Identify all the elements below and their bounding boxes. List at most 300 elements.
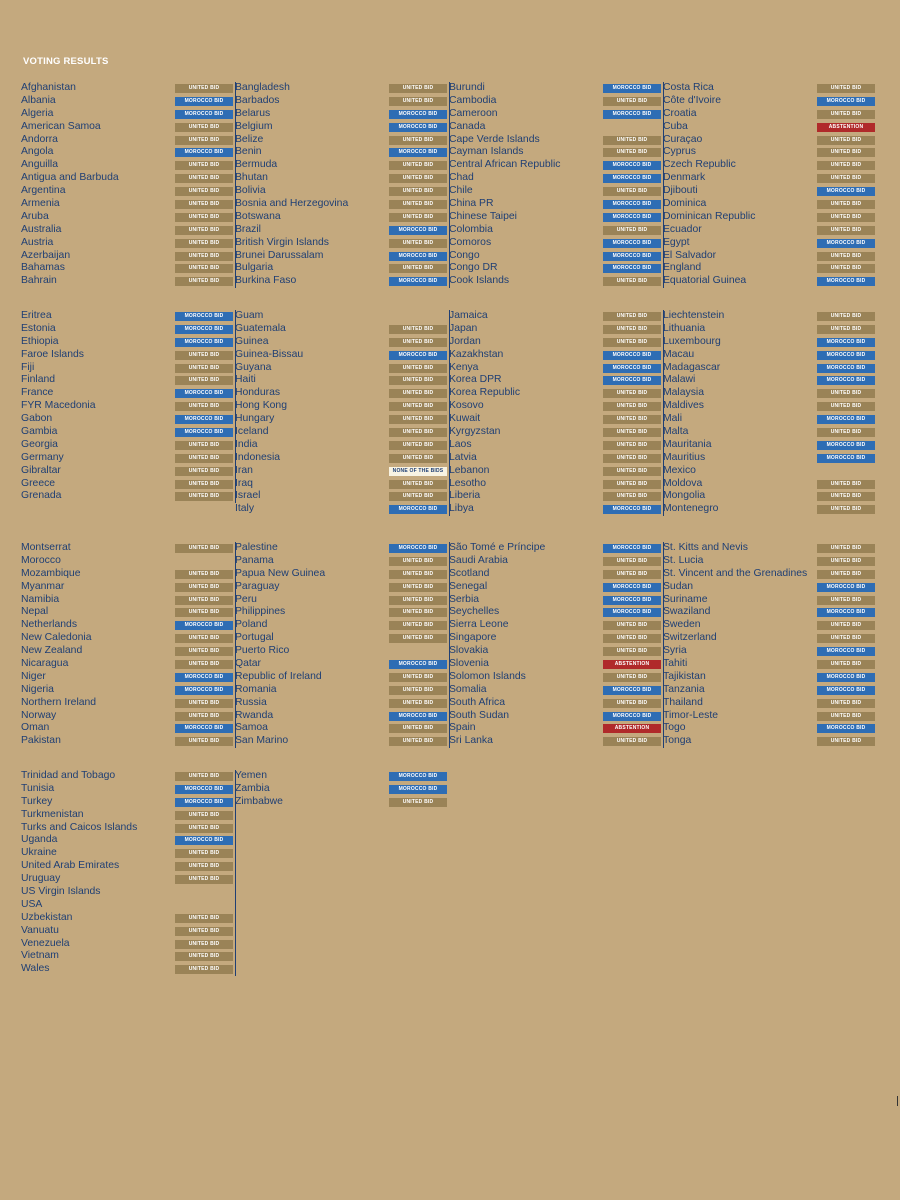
table-row — [21, 632, 233, 645]
vote-badge: UNITED BID — [175, 264, 233, 273]
country-name: Côte d'Ivoire — [663, 94, 722, 106]
vote-badge: UNITED BID — [603, 480, 661, 489]
vote-badge: MOROCCO BID — [817, 97, 875, 106]
table-row — [449, 426, 661, 439]
table-row — [21, 594, 233, 607]
table-row — [663, 323, 875, 336]
table-row — [449, 555, 661, 568]
country-name: Poland — [235, 619, 268, 631]
table-row — [235, 185, 447, 198]
vote-badge: UNITED BID — [175, 213, 233, 222]
country-name: Guinea-Bissau — [235, 348, 304, 360]
table-row — [21, 735, 233, 748]
country-name: Mongolia — [663, 490, 706, 502]
country-name: India — [235, 438, 258, 450]
vote-badge: UNITED BID — [175, 699, 233, 708]
vote-badge: UNITED BID — [603, 492, 661, 501]
table-row — [235, 237, 447, 250]
country-name: Bangladesh — [235, 82, 290, 93]
country-name: Fiji — [21, 361, 35, 373]
country-name: Tajikistan — [663, 670, 706, 682]
country-name: Thailand — [663, 696, 703, 708]
table-row — [449, 465, 661, 478]
table-row — [235, 710, 447, 723]
country-name: Guam — [235, 310, 264, 321]
vote-badge: MOROCCO BID — [389, 772, 447, 781]
table-row — [235, 722, 447, 735]
vote-badge: UNITED BID — [175, 376, 233, 385]
vote-badge: UNITED BID — [175, 123, 233, 132]
table-row — [449, 632, 661, 645]
vote-badge: NONE OF THE BIDS — [389, 467, 447, 476]
table-row — [663, 108, 875, 121]
results-column — [21, 310, 233, 503]
table-row — [21, 439, 233, 452]
table-row — [21, 387, 233, 400]
table-row — [663, 185, 875, 198]
table-row — [21, 349, 233, 362]
table-row — [449, 211, 661, 224]
table-row — [235, 400, 447, 413]
country-name: Burundi — [449, 82, 485, 93]
table-row — [449, 722, 661, 735]
vote-badge: MOROCCO BID — [603, 351, 661, 360]
table-row — [235, 310, 447, 323]
table-row — [21, 606, 233, 619]
country-name: Pakistan — [21, 735, 61, 747]
vote-badge: UNITED BID — [817, 252, 875, 261]
vote-badge: MOROCCO BID — [817, 364, 875, 373]
country-name: St. Vincent and the Grenadines — [663, 567, 808, 579]
country-name: Central African Republic — [449, 159, 561, 171]
vote-badge: UNITED BID — [175, 467, 233, 476]
country-name: Israel — [235, 490, 261, 502]
vote-badge: MOROCCO BID — [817, 187, 875, 196]
country-name: Russia — [235, 696, 267, 708]
table-row — [235, 82, 447, 95]
vote-badge: MOROCCO BID — [603, 110, 661, 119]
vote-badge: UNITED BID — [389, 686, 447, 695]
table-row — [235, 783, 447, 796]
vote-badge: UNITED BID — [175, 480, 233, 489]
table-row — [235, 619, 447, 632]
vote-badge: UNITED BID — [817, 200, 875, 209]
vote-badge: MOROCCO BID — [389, 277, 447, 286]
results-column — [21, 542, 233, 748]
table-row — [449, 250, 661, 263]
vote-badge: MOROCCO BID — [389, 110, 447, 119]
vote-badge: MOROCCO BID — [175, 621, 233, 630]
country-name: Austria — [21, 236, 54, 248]
results-column — [235, 82, 447, 288]
table-row — [21, 172, 233, 185]
vote-badge: UNITED BID — [175, 226, 233, 235]
vote-badge: MOROCCO BID — [389, 660, 447, 669]
table-row — [449, 671, 661, 684]
country-name: Papua New Guinea — [235, 567, 326, 579]
country-name: South Sudan — [449, 709, 510, 721]
table-row — [21, 886, 233, 899]
country-name: United Arab Emirates — [21, 860, 120, 872]
vote-badge: UNITED BID — [817, 84, 875, 93]
vote-badge: MOROCCO BID — [817, 454, 875, 463]
country-name: Cambodia — [449, 94, 497, 106]
table-row — [663, 362, 875, 375]
country-name: Northern Ireland — [21, 696, 97, 708]
table-row — [449, 159, 661, 172]
vote-badge: UNITED BID — [389, 402, 447, 411]
vote-badge: MOROCCO BID — [817, 608, 875, 617]
vote-badge: UNITED BID — [175, 174, 233, 183]
vote-badge: UNITED BID — [389, 187, 447, 196]
table-row — [663, 594, 875, 607]
table-row — [21, 198, 233, 211]
country-name: Switzerland — [663, 632, 717, 644]
table-row — [21, 323, 233, 336]
vote-badge: MOROCCO BID — [603, 505, 661, 514]
table-row — [663, 121, 875, 134]
table-row — [235, 697, 447, 710]
table-row — [663, 645, 875, 658]
country-name: Bosnia and Herzegovina — [235, 198, 349, 210]
table-row — [21, 963, 233, 976]
table-row — [21, 465, 233, 478]
table-row — [21, 834, 233, 847]
country-name: Nigeria — [21, 683, 54, 695]
vote-badge: MOROCCO BID — [603, 213, 661, 222]
country-name: Malawi — [663, 374, 696, 386]
country-name: Kenya — [449, 361, 479, 373]
vote-badge: UNITED BID — [175, 914, 233, 923]
table-row — [663, 619, 875, 632]
vote-badge: MOROCCO BID — [175, 415, 233, 424]
vote-badge: UNITED BID — [175, 583, 233, 592]
vote-badge: MOROCCO BID — [603, 239, 661, 248]
table-row — [663, 310, 875, 323]
country-name: Malaysia — [663, 387, 704, 399]
country-name: Equatorial Guinea — [663, 275, 747, 287]
table-row — [663, 237, 875, 250]
vote-badge: UNITED BID — [389, 97, 447, 106]
vote-badge: UNITED BID — [175, 454, 233, 463]
table-row — [21, 185, 233, 198]
table-row — [449, 452, 661, 465]
table-row — [21, 619, 233, 632]
country-name: Bulgaria — [235, 262, 274, 274]
vote-badge: MOROCCO BID — [817, 376, 875, 385]
table-row — [235, 503, 447, 516]
vote-badge: UNITED BID — [603, 136, 661, 145]
table-row — [449, 374, 661, 387]
country-name: Romania — [235, 683, 277, 695]
table-row — [21, 873, 233, 886]
table-row — [21, 697, 233, 710]
country-name: Argentina — [21, 185, 66, 197]
table-row — [235, 172, 447, 185]
table-row — [21, 224, 233, 237]
table-row — [21, 568, 233, 581]
table-row — [21, 159, 233, 172]
vote-badge: UNITED BID — [817, 505, 875, 514]
country-name: Belize — [235, 133, 264, 145]
country-name: Indonesia — [235, 451, 281, 463]
country-name: Slovakia — [449, 645, 489, 657]
country-name: Belarus — [235, 107, 271, 119]
country-name: Chinese Taipei — [449, 210, 517, 222]
table-row — [235, 134, 447, 147]
edge-mark — [897, 1096, 898, 1106]
table-row — [449, 262, 661, 275]
table-row — [449, 349, 661, 362]
table-row — [449, 172, 661, 185]
vote-badge: MOROCCO BID — [603, 608, 661, 617]
vote-badge: UNITED BID — [175, 544, 233, 553]
country-name: Cyprus — [663, 146, 696, 158]
table-row — [449, 542, 661, 555]
table-row — [21, 645, 233, 658]
country-name: China PR — [449, 198, 494, 210]
vote-badge: MOROCCO BID — [603, 596, 661, 605]
country-name: Cape Verde Islands — [449, 133, 540, 145]
results-column — [663, 310, 875, 516]
table-row — [449, 121, 661, 134]
table-row — [21, 671, 233, 684]
country-name: Sweden — [663, 619, 701, 631]
country-name: Saudi Arabia — [449, 554, 508, 566]
country-name: Tanzania — [663, 683, 705, 695]
vote-badge: MOROCCO BID — [603, 712, 661, 721]
table-row — [235, 374, 447, 387]
country-name: Guatemala — [235, 322, 286, 334]
table-row — [21, 211, 233, 224]
country-name: Colombia — [449, 223, 493, 235]
vote-badge: UNITED BID — [603, 557, 661, 566]
vote-badge: UNITED BID — [389, 415, 447, 424]
vote-badge: MOROCCO BID — [175, 428, 233, 437]
vote-badge: UNITED BID — [175, 824, 233, 833]
table-row — [663, 490, 875, 503]
vote-badge: MOROCCO BID — [817, 239, 875, 248]
table-row — [449, 413, 661, 426]
table-row — [663, 606, 875, 619]
country-name: Finland — [21, 374, 56, 386]
country-name: Tahiti — [663, 658, 688, 670]
country-name: Niger — [21, 670, 46, 682]
table-row — [21, 555, 233, 568]
vote-badge: UNITED BID — [603, 467, 661, 476]
table-row — [235, 490, 447, 503]
country-name: Namibia — [21, 593, 60, 605]
vote-badge: UNITED BID — [175, 136, 233, 145]
vote-badge: UNITED BID — [603, 621, 661, 630]
table-row — [449, 323, 661, 336]
country-name: Yemen — [235, 770, 267, 781]
table-row — [21, 374, 233, 387]
vote-badge: MOROCCO BID — [603, 264, 661, 273]
country-name: Scotland — [449, 567, 490, 579]
table-row — [235, 349, 447, 362]
country-name: Mexico — [663, 464, 696, 476]
country-name: Singapore — [449, 632, 497, 644]
table-row — [21, 860, 233, 873]
vote-badge: MOROCCO BID — [175, 312, 233, 321]
country-name: US Virgin Islands — [21, 886, 101, 898]
country-name: Uganda — [21, 834, 58, 846]
country-name: Uzbekistan — [21, 911, 73, 923]
country-name: Vietnam — [21, 950, 59, 962]
country-name: Djibouti — [663, 185, 698, 197]
table-row — [21, 770, 233, 783]
vote-badge: ABSTENTION — [603, 660, 661, 669]
table-row — [21, 809, 233, 822]
country-name: Portugal — [235, 632, 274, 644]
vote-badge: MOROCCO BID — [817, 338, 875, 347]
vote-badge: UNITED BID — [389, 136, 447, 145]
country-name: Turks and Caicos Islands — [21, 821, 138, 833]
country-name: Lithuania — [663, 322, 706, 334]
vote-badge: MOROCCO BID — [817, 686, 875, 695]
results-column — [21, 82, 233, 288]
table-row — [235, 121, 447, 134]
vote-badge: MOROCCO BID — [603, 84, 661, 93]
vote-badge: MOROCCO BID — [817, 647, 875, 656]
vote-badge: MOROCCO BID — [175, 798, 233, 807]
table-row — [449, 490, 661, 503]
country-name: Norway — [21, 709, 57, 721]
table-row — [235, 362, 447, 375]
table-row — [663, 658, 875, 671]
table-row — [663, 172, 875, 185]
table-row — [663, 555, 875, 568]
vote-badge: UNITED BID — [175, 952, 233, 961]
country-name: Iran — [235, 464, 253, 476]
country-name: Libya — [449, 503, 474, 515]
country-name: Georgia — [21, 438, 58, 450]
country-name: Haiti — [235, 374, 256, 386]
vote-badge: MOROCCO BID — [389, 785, 447, 794]
vote-badge: MOROCCO BID — [817, 724, 875, 733]
country-name: Malta — [663, 426, 689, 438]
table-row — [21, 362, 233, 375]
table-row — [21, 822, 233, 835]
country-name: New Caledonia — [21, 632, 92, 644]
country-name: Nepal — [21, 606, 49, 618]
table-row — [21, 426, 233, 439]
table-row — [449, 594, 661, 607]
country-name: Bermuda — [235, 159, 278, 171]
vote-badge: UNITED BID — [389, 338, 447, 347]
country-name: Lebanon — [449, 464, 490, 476]
vote-badge: UNITED BID — [817, 621, 875, 630]
vote-badge: MOROCCO BID — [603, 161, 661, 170]
country-name: Kyrgyzstan — [449, 426, 501, 438]
table-row — [235, 658, 447, 671]
country-name: Laos — [449, 438, 472, 450]
country-name: Zimbabwe — [235, 795, 283, 807]
vote-badge: MOROCCO BID — [389, 544, 447, 553]
country-name: Croatia — [663, 107, 697, 119]
table-row — [663, 632, 875, 645]
vote-badge: UNITED BID — [817, 544, 875, 553]
country-name: Turkmenistan — [21, 808, 84, 820]
table-row — [449, 387, 661, 400]
table-row — [449, 95, 661, 108]
country-name: Denmark — [663, 172, 706, 184]
table-row — [235, 632, 447, 645]
vote-badge: UNITED BID — [817, 389, 875, 398]
country-name: Palestine — [235, 542, 278, 553]
table-row — [663, 671, 875, 684]
table-row — [663, 581, 875, 594]
country-name: British Virgin Islands — [235, 236, 329, 248]
vote-badge: UNITED BID — [603, 226, 661, 235]
table-row — [235, 323, 447, 336]
table-row — [663, 134, 875, 147]
country-name: Armenia — [21, 198, 60, 210]
table-row — [21, 275, 233, 288]
table-row — [235, 542, 447, 555]
vote-badge: UNITED BID — [603, 187, 661, 196]
table-row — [235, 95, 447, 108]
vote-badge: UNITED BID — [389, 673, 447, 682]
vote-badge: UNITED BID — [389, 200, 447, 209]
country-name: Greece — [21, 477, 56, 489]
country-name: Comoros — [449, 236, 492, 248]
results-column — [235, 310, 447, 516]
vote-badge: UNITED BID — [817, 161, 875, 170]
table-row — [21, 925, 233, 938]
table-row — [21, 710, 233, 723]
vote-badge: UNITED BID — [603, 454, 661, 463]
table-row — [663, 82, 875, 95]
country-name: Netherlands — [21, 619, 78, 631]
table-row — [21, 658, 233, 671]
country-name: Macau — [663, 348, 695, 360]
table-row — [235, 387, 447, 400]
table-row — [663, 224, 875, 237]
table-row — [449, 362, 661, 375]
country-name: Mauritania — [663, 438, 712, 450]
country-name: Czech Republic — [663, 159, 736, 171]
vote-badge: UNITED BID — [175, 660, 233, 669]
vote-badge: UNITED BID — [389, 608, 447, 617]
table-row — [663, 146, 875, 159]
results-column — [663, 542, 875, 748]
table-row — [449, 134, 661, 147]
table-row — [663, 426, 875, 439]
vote-badge: MOROCCO BID — [603, 364, 661, 373]
table-row — [21, 262, 233, 275]
vote-badge: ABSTENTION — [817, 123, 875, 132]
vote-badge: MOROCCO BID — [175, 97, 233, 106]
vote-badge: UNITED BID — [817, 312, 875, 321]
vote-badge: UNITED BID — [603, 428, 661, 437]
table-row — [235, 426, 447, 439]
vote-badge: MOROCCO BID — [817, 583, 875, 592]
country-name: Lesotho — [449, 477, 486, 489]
vote-badge: UNITED BID — [389, 174, 447, 183]
table-row — [663, 684, 875, 697]
country-name: Iraq — [235, 477, 253, 489]
country-name: Peru — [235, 593, 257, 605]
table-row — [449, 275, 661, 288]
table-row — [235, 211, 447, 224]
vote-badge: MOROCCO BID — [603, 252, 661, 261]
country-name: Tonga — [663, 735, 692, 747]
vote-badge: UNITED BID — [389, 213, 447, 222]
results-column — [21, 770, 233, 976]
country-name: Bahamas — [21, 262, 65, 274]
